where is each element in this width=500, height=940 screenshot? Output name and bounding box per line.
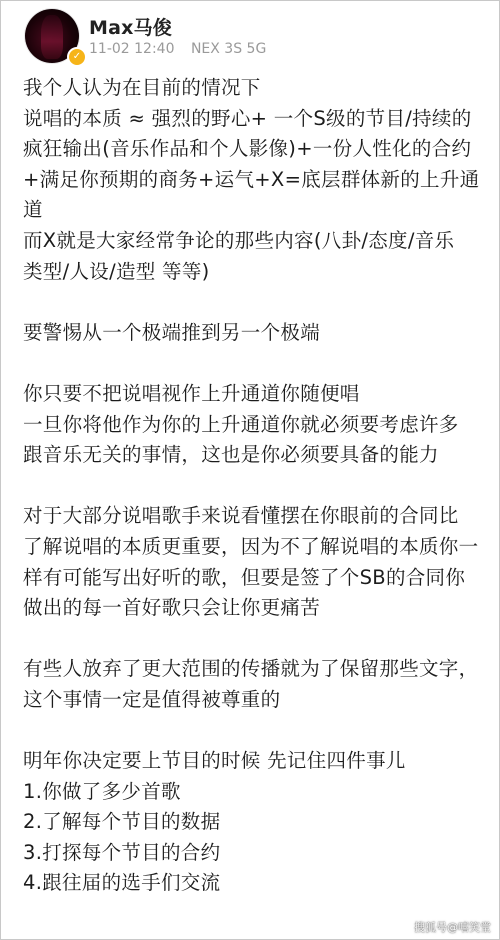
post-line: 要警惕从一个极端推到另一个极端 <box>23 320 321 344</box>
verified-badge-icon: ✓ <box>67 47 87 67</box>
post-line: 而X就是大家经常争论的那些内容(八卦/态度/音乐 <box>23 228 455 252</box>
username[interactable]: Max马俊 <box>89 17 172 39</box>
blank-line <box>23 715 483 746</box>
post-line: 类型/人设/造型 等等) <box>23 259 210 283</box>
post-date: 11-02 12:40 <box>89 41 175 57</box>
post-line: 1.你做了多少首歌 <box>23 779 181 803</box>
avatar-figure <box>41 15 63 59</box>
post-line: 这个事情一定是值得被尊重的 <box>23 687 281 711</box>
post-line: 疯狂输出(音乐作品和个人影像)+一份人性化的合约 <box>23 137 472 161</box>
post-line: 4.跟往届的选手们交流 <box>23 871 221 895</box>
post-line: 了解说唱的本质更重要，因为不了解说唱的本质你一 <box>23 534 479 558</box>
post-text <box>23 73 483 899</box>
post-line: +满足你预期的商务+运气+X=底层群体新的上升通 <box>23 167 480 191</box>
post-line: 道 <box>23 198 43 222</box>
post-line: 说唱的本质 ≈ 强烈的野心+ 一个S级的节目/持续的 <box>23 106 472 130</box>
post-line: 我个人认为在目前的情况下 <box>23 76 261 99</box>
post-line: 一旦你将他作为你的上升通道你就必须要考虑许多 <box>23 412 459 436</box>
post-line: 你只要不把说唱视作上升通道你随便唱 <box>23 381 360 405</box>
post-line: 做出的每一首好歌只会让你更痛苦 <box>23 596 321 620</box>
post-header <box>15 9 475 65</box>
post-line: 2.了解每个节目的数据 <box>23 810 221 834</box>
post-device: NEX 3S 5G <box>190 41 267 57</box>
blank-line <box>23 624 483 655</box>
post-line: 样有可能写出好听的歌，但要是签了个SB的合同你 <box>23 565 466 589</box>
blank-line <box>23 471 483 502</box>
post-line: 跟音乐无关的事情，这也是你必须要具备的能力 <box>23 443 439 467</box>
blank-line <box>23 348 483 379</box>
post-line: 明年你决定要上节目的时候 先记住四件事儿 <box>23 749 406 773</box>
post-line: 3.打探每个节目的合约 <box>23 840 221 864</box>
post-meta <box>89 41 278 57</box>
post-line: 有些人放弃了更大范围的传播就为了保留那些文字， <box>23 657 479 681</box>
blank-line <box>23 287 483 318</box>
watermark: 搜狐号@嘻笑堂 <box>414 921 491 934</box>
post-line: 对于大部分说唱歌手来说看懂摆在你眼前的合同比 <box>23 504 459 528</box>
